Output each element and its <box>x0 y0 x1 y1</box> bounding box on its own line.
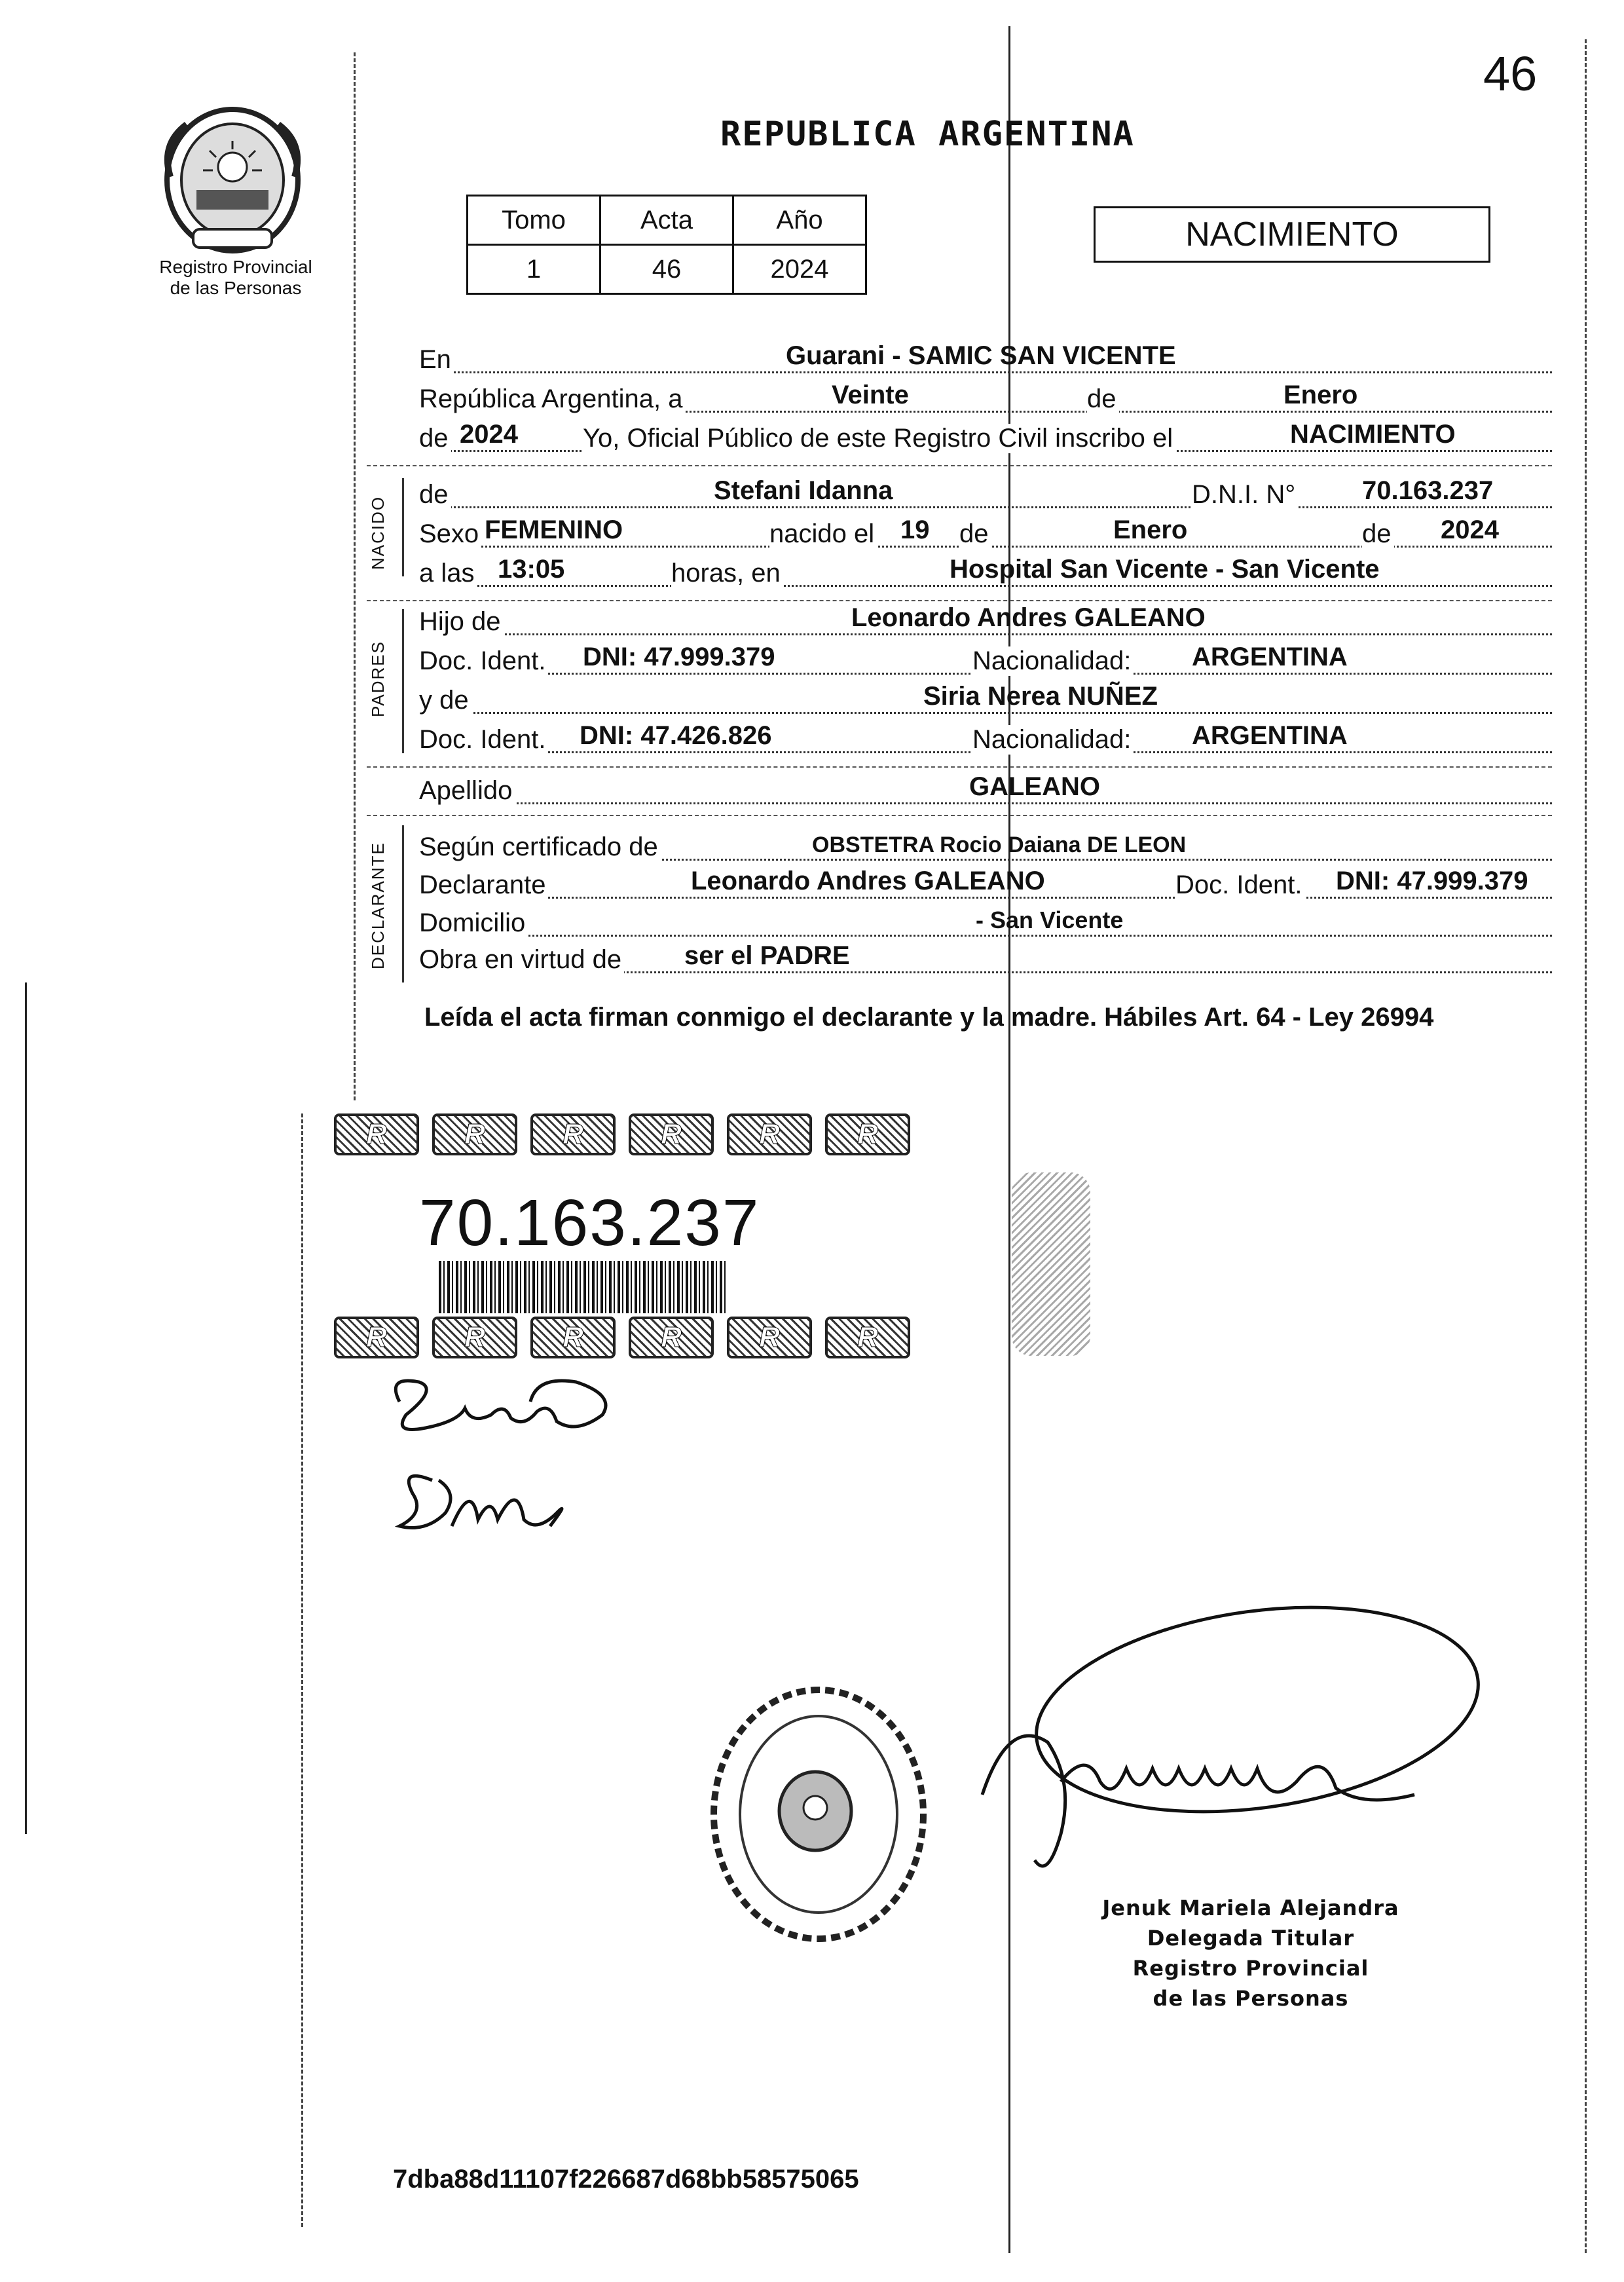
label-horas: horas, en <box>671 559 783 588</box>
r-logo-icon: R <box>530 1317 616 1358</box>
right-margin-line <box>1585 39 1587 2253</box>
label-nacido-de: de <box>419 480 451 510</box>
value-birth-day: 19 <box>900 515 930 544</box>
label-de-birth2: de <box>1362 519 1394 549</box>
r-logo-icon: R <box>825 1113 910 1155</box>
label-certificado: Según certificado de <box>419 832 661 862</box>
line-nacido-name <box>419 476 1552 512</box>
value-father-doc: DNI: 47.999.379 <box>583 643 775 671</box>
section-divider <box>367 815 1552 816</box>
value-father-nationality: ARGENTINA <box>1192 643 1348 671</box>
value-acta: 46 <box>600 245 733 294</box>
r-logo-icon: R <box>629 1317 714 1358</box>
r-logo-icon: R <box>629 1113 714 1155</box>
label-nacido-el: nacido el <box>769 519 877 549</box>
label-decl-doc: Doc. Ident. <box>1175 870 1304 900</box>
r-logo-icon: R <box>334 1317 419 1358</box>
sticker-logo-row-bottom <box>334 1317 910 1356</box>
r-logo-icon: R <box>334 1113 419 1155</box>
registry-table <box>466 195 867 295</box>
document-hash: 7dba88d11107f226687d68bb58575065 <box>393 2165 859 2194</box>
value-act: NACIMIENTO <box>1290 420 1456 449</box>
line-declarante <box>419 866 1552 903</box>
label-doc-ident: Doc. Ident. <box>419 725 548 755</box>
value-mother-name: Siria Nerea NUÑEZ <box>923 682 1158 711</box>
official-registry-2: de las Personas <box>1153 1986 1349 2011</box>
label-nacionalidad: Nacionalidad: <box>972 725 1134 755</box>
section-divider <box>367 600 1552 601</box>
value-birth-place: Hospital San Vicente - San Vicente <box>950 555 1380 584</box>
header-ano: Año <box>733 196 866 245</box>
value-mother-nationality: ARGENTINA <box>1192 721 1348 750</box>
label-domicilio: Domicilio <box>419 908 528 938</box>
value-father-name: Leonardo Andres GALEANO <box>851 603 1206 632</box>
signature-mother <box>386 1454 583 1559</box>
value-time: 13:05 <box>498 555 565 584</box>
r-logo-icon: R <box>530 1113 616 1155</box>
label-nacionalidad: Nacionalidad: <box>972 646 1134 676</box>
label-hijo-de: Hijo de <box>419 607 504 637</box>
sticker-number: 70.163.237 <box>419 1186 760 1260</box>
value-sexo: FEMENINO <box>485 515 623 544</box>
act-type-box: NACIMIENTO <box>1094 206 1490 263</box>
registry-label-line2: de las Personas <box>170 278 302 298</box>
sticker-logo-row-top <box>334 1113 910 1153</box>
value-day: Veinte <box>832 381 909 409</box>
r-logo-icon: R <box>432 1113 517 1155</box>
line-y-de <box>419 681 1552 718</box>
line-domicilio <box>419 904 1552 941</box>
r-logo-icon: R <box>432 1317 517 1358</box>
value-obra: ser el PADRE <box>684 941 850 970</box>
label-y-de: y de <box>419 686 471 715</box>
official-title: Delegada Titular <box>1147 1926 1355 1951</box>
value-child-name: Stefani Idanna <box>714 476 893 505</box>
label-a-las: a las <box>419 559 477 588</box>
value-birth-month: Enero <box>1113 515 1188 544</box>
value-place: Guarani - SAMIC SAN VICENTE <box>786 341 1176 370</box>
label-apellido: Apellido <box>419 776 515 806</box>
official-registry: Registro Provincial <box>1132 1956 1369 1981</box>
label-officer: Yo, Oficial Público de este Registro Civil inscribo el <box>583 424 1175 453</box>
security-sticker <box>308 1100 910 1353</box>
value-ano: 2024 <box>733 245 866 294</box>
barcode <box>439 1261 727 1313</box>
declarante-bar <box>402 825 404 982</box>
side-label-nacido: NACIDO <box>368 495 388 570</box>
line-sexo <box>419 515 1552 552</box>
value-tomo: 1 <box>468 245 600 294</box>
value-month: Enero <box>1283 381 1358 409</box>
line-certificado <box>419 828 1552 865</box>
value-decl-doc: DNI: 47.999.379 <box>1336 867 1528 895</box>
left-margin-line <box>354 52 356 1100</box>
hologram-seal <box>1012 1172 1090 1356</box>
label-dni: D.N.I. N° <box>1192 480 1298 510</box>
value-birth-year: 2024 <box>1441 515 1499 544</box>
section-divider <box>367 766 1552 768</box>
label-en: En <box>419 345 454 375</box>
line-hijo-de <box>419 603 1552 639</box>
official-name: Jenuk Mariela Alejandra <box>1102 1896 1399 1920</box>
label-republica: República Argentina, a <box>419 384 686 414</box>
side-label-declarante: DECLARANTE <box>368 842 388 969</box>
line-hora <box>419 554 1552 591</box>
label-sexo: Sexo <box>419 519 481 549</box>
registry-label-line1: Registro Provincial <box>159 257 312 277</box>
padres-bar <box>402 609 404 753</box>
line-year <box>419 419 1552 456</box>
signature-declarant <box>380 1362 616 1448</box>
closing-note: Leída el acta firman conmigo el declarante y la madre. Hábiles Art. 64 - Ley 26994 <box>424 1003 1434 1032</box>
line-obra <box>419 941 1552 977</box>
r-logo-icon: R <box>825 1317 910 1358</box>
r-logo-icon: R <box>727 1317 812 1358</box>
signature-official <box>956 1585 1493 1880</box>
left-margin-line-lower <box>301 1113 303 2227</box>
official-signature-block <box>1087 1893 1414 2013</box>
label-de2: de <box>419 424 451 453</box>
line-republica <box>419 380 1552 417</box>
provincial-seal-logo <box>157 105 308 255</box>
side-label-padres: PADRES <box>368 641 388 717</box>
line-mother-doc <box>419 720 1552 757</box>
page-number: 46 <box>1483 47 1538 101</box>
header-tomo: Tomo <box>468 196 600 245</box>
label-obra: Obra en virtud de <box>419 945 624 975</box>
official-stamp-seal <box>701 1677 936 1952</box>
value-mother-doc: DNI: 47.426.826 <box>580 721 772 750</box>
line-father-doc <box>419 642 1552 679</box>
value-domicilio: - San Vicente <box>976 907 1124 933</box>
label-doc-ident: Doc. Ident. <box>419 646 548 676</box>
header-acta: Acta <box>600 196 733 245</box>
left-edge-mark <box>25 982 27 1834</box>
value-apellido: GALEANO <box>969 772 1100 801</box>
label-declarante: Declarante <box>419 870 548 900</box>
value-certificado: OBSTETRA Rocio Daiana DE LEON <box>812 832 1187 857</box>
section-divider <box>367 465 1552 466</box>
label-de: de <box>1087 384 1119 414</box>
line-apellido <box>419 772 1552 808</box>
document-title: REPUBLICA ARGENTINA <box>720 115 1135 154</box>
nacido-bar <box>402 478 404 576</box>
registry-label <box>131 257 341 299</box>
value-declarante: Leonardo Andres GALEANO <box>691 867 1045 895</box>
value-year: 2024 <box>460 420 518 449</box>
value-child-dni: 70.163.237 <box>1362 476 1494 505</box>
r-logo-icon: R <box>727 1113 812 1155</box>
line-en <box>419 341 1552 377</box>
label-de-birth: de <box>959 519 991 549</box>
